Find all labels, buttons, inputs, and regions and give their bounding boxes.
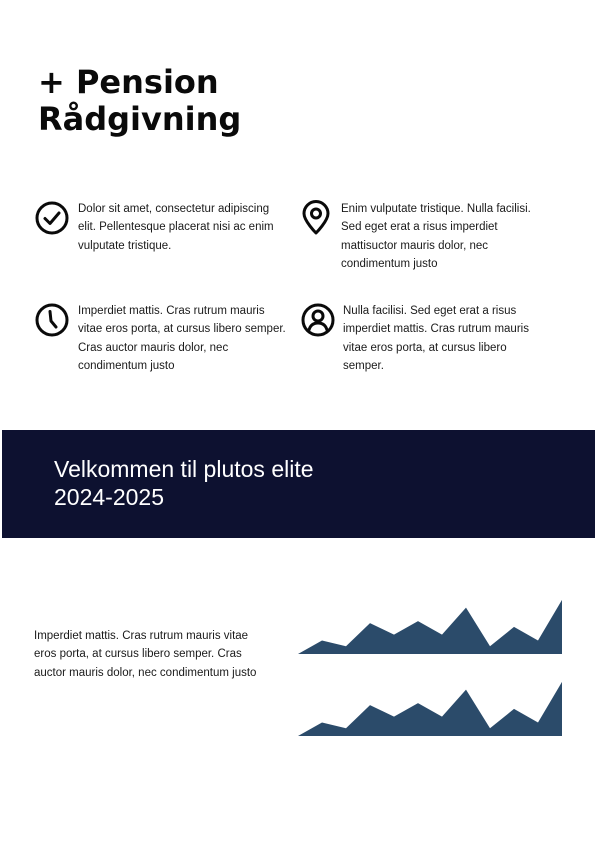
clock-icon: [34, 302, 70, 338]
feature-text: Nulla facilisi. Sed eget erat a risus imperdiet mattis. Cras rutrum mauris vitae eros porta, at cursus libero semper.: [343, 305, 529, 372]
mountain-charts: [296, 594, 564, 740]
feature-text: Imperdiet mattis. Cras rutrum mauris vitae eros porta, at cursus libero semper. Cras auctor mauris dolor, nec condimentum justo: [78, 305, 286, 372]
feature-text: Dolor sit amet, consectetur adipiscing elit. Pellentesque placerat nisi ac enim vulputate tristique.: [78, 203, 274, 252]
feature-text: Enim vulputate tristique. Nulla facilisi. Sed eget erat a risus imperdiet mattisuctor mauris dolor, nec condimentum justo: [341, 203, 531, 270]
location-pin-icon: [298, 200, 334, 236]
welcome-banner: [2, 430, 595, 538]
title-line-2: Rådgivning: [38, 100, 242, 138]
check-circle-icon: [34, 200, 70, 236]
user-circle-icon: [300, 302, 336, 338]
banner-line-2: 2024-2025: [54, 484, 164, 510]
area-series: [298, 600, 562, 654]
page-title: [38, 64, 358, 138]
area-series: [298, 682, 562, 736]
title-line-1: + Pension: [38, 63, 219, 101]
area-chart-2: [296, 676, 564, 738]
banner-line-1: Velkommen til plutos elite: [54, 456, 314, 482]
bottom-paragraph: Imperdiet mattis. Cras rutrum mauris vitae eros porta, at cursus libero semper. Cras auctor mauris dolor, nec condimentum justo: [34, 630, 257, 679]
area-chart-1: [296, 594, 564, 656]
banner-heading: [54, 455, 474, 511]
